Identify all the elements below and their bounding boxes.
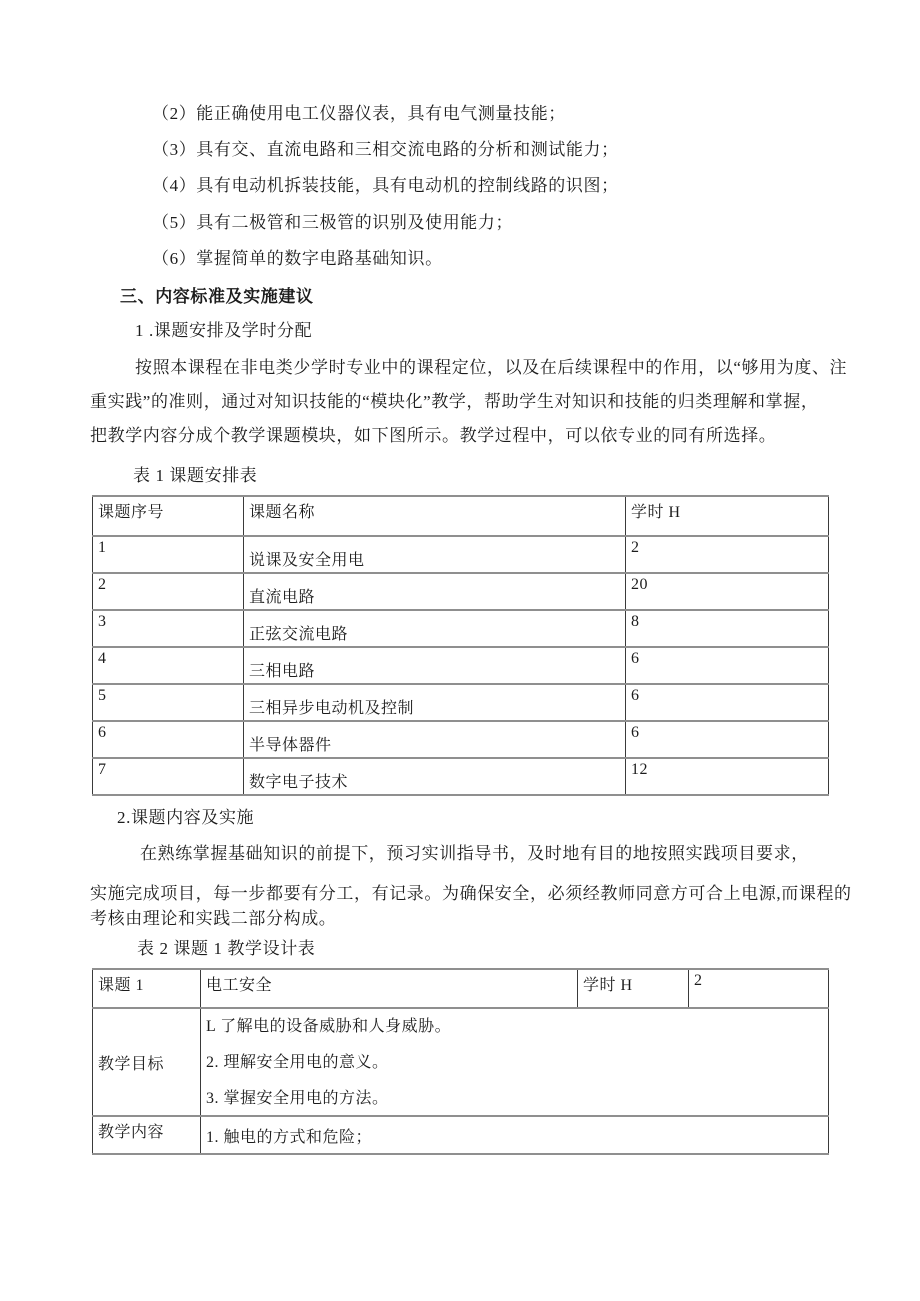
table2-caption: 表 2 课题 1 教学设计表: [137, 939, 316, 958]
table1-cell-name: 三相电路: [244, 647, 626, 684]
subsection-2-heading: 2.课题内容及实施: [117, 808, 255, 827]
section-heading-3: 三、内容标准及实施建议: [120, 287, 314, 306]
table-row: [93, 758, 829, 795]
table2-content-row: [93, 1116, 829, 1154]
paragraph1-line2: 重实践”的准则，通过对知识技能的“模块化”教学，帮助学生对知识和技能的归类理解和掌握，: [90, 392, 819, 411]
table1-header-row: [93, 496, 829, 536]
table1-cell-hours: 12: [626, 758, 829, 795]
table-row: [93, 573, 829, 610]
paragraph1-line1: 按照本课程在非电类少学时专业中的课程定位，以及在后续课程中的作用，以“够用为度、注: [135, 358, 848, 377]
table-row: [93, 536, 829, 573]
table2-goals-row: [93, 1008, 829, 1116]
table1-cell-no: 3: [93, 610, 244, 647]
table1-cell-no: 4: [93, 647, 244, 684]
table2-lesson-label: 课题 1: [93, 969, 201, 1008]
table1-cell-hours: 6: [626, 647, 829, 684]
paragraph2-line1: 在熟练掌握基础知识的前提下，预习实训指导书，及时地有目的地按照实践项目要求，: [140, 844, 809, 863]
paragraph2-line2: 实施完成项目，每一步都要有分工，有记录。为确保安全，必须经教师同意方可合上电源,而课程的: [90, 884, 852, 903]
table1-cell-name: 数字电子技术: [244, 758, 626, 795]
requirement-item-4: （4）具有电动机拆装技能，具有电动机的控制线路的识图；: [152, 176, 619, 195]
table2-hours-label: 学时 H: [578, 969, 689, 1008]
table-row: [93, 721, 829, 758]
table1-cell-hours: 2: [626, 536, 829, 573]
table1-cell-hours: 8: [626, 610, 829, 647]
table1-cell-no: 6: [93, 721, 244, 758]
table1-header-hours: 学时 H: [626, 496, 829, 536]
table1-header-no: 课题序号: [93, 496, 244, 536]
table1-course-schedule: [92, 495, 829, 796]
requirement-item-2: （2）能正确使用电工仪器仪表，具有电气测量技能；: [152, 104, 566, 123]
goal-item-3: 3. 掌握安全用电的方法。: [206, 1089, 389, 1107]
table1-cell-name: 说课及安全用电: [244, 536, 626, 573]
table1-cell-name: 正弦交流电路: [244, 610, 626, 647]
table1-header-name: 课题名称: [244, 496, 626, 536]
table1-cell-name: 半导体器件: [244, 721, 626, 758]
table2-goals-label: 教学目标: [93, 1008, 201, 1116]
table2-hours-value: 2: [689, 969, 829, 1008]
table1-cell-hours: 20: [626, 573, 829, 610]
table1-cell-name: 三相异步电动机及控制: [244, 684, 626, 721]
requirement-item-5: （5）具有二极管和三极管的识别及使用能力；: [152, 213, 514, 232]
table-row: [93, 610, 829, 647]
table1-cell-no: 2: [93, 573, 244, 610]
table1-cell-hours: 6: [626, 684, 829, 721]
goal-item-1: L 了解电的设备威胁和人身威胁。: [206, 1017, 452, 1035]
table-row: [93, 647, 829, 684]
requirement-item-3: （3）具有交、直流电路和三相交流电路的分析和测试能力；: [152, 140, 619, 159]
table1-cell-no: 7: [93, 758, 244, 795]
table1-cell-hours: 6: [626, 721, 829, 758]
table2-title-row: [93, 969, 829, 1008]
table1-cell-name: 直流电路: [244, 573, 626, 610]
table2-lesson-design: [92, 968, 829, 1155]
table2-content-cell: 1. 触电的方式和危险；: [201, 1116, 829, 1154]
table2-content-label: 教学内容: [93, 1116, 201, 1154]
table-row: [93, 684, 829, 721]
paragraph1-line3: 把教学内容分成个教学课题模块，如下图所示。教学过程中，可以依专业的同有所选择。: [90, 426, 777, 445]
table2-goals-cell: [201, 1008, 829, 1116]
table1-cell-no: 1: [93, 536, 244, 573]
table1-cell-no: 5: [93, 684, 244, 721]
paragraph2-line3: 考核由理论和实践二部分构成。: [90, 909, 337, 928]
requirement-item-6: （6）掌握简单的数字电路基础知识。: [152, 249, 443, 268]
table1-caption: 表 1 课题安排表: [133, 466, 258, 485]
goal-item-2: 2. 理解安全用电的意义。: [206, 1053, 389, 1071]
table2-lesson-name: 电工安全: [201, 969, 578, 1008]
subsection-1-heading: 1 .课题安排及学时分配: [135, 321, 313, 340]
